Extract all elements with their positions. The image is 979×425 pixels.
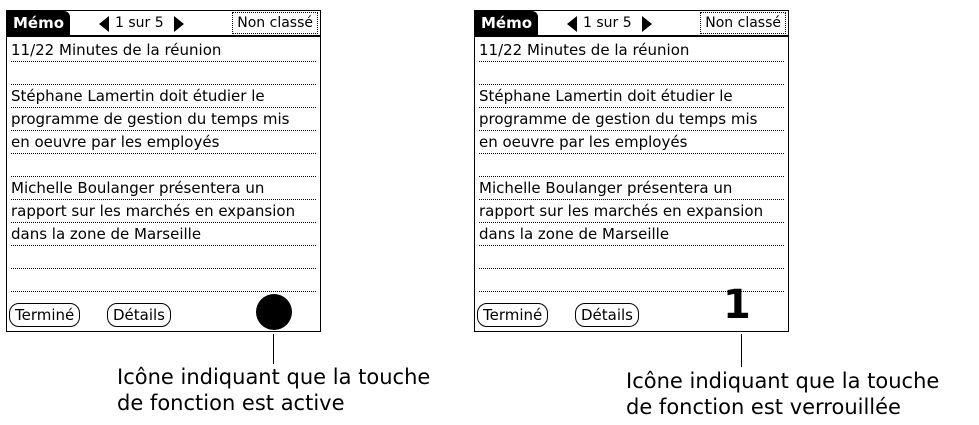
memo-line: Stéphane Lamertin doit étudier le xyxy=(479,85,784,108)
memo-line xyxy=(479,62,784,85)
memo-line: en oeuvre par les employés xyxy=(11,131,316,154)
title-bar xyxy=(7,11,320,37)
category-selector[interactable]: Non classé xyxy=(232,12,318,34)
details-button[interactable]: Détails xyxy=(107,303,171,327)
memo-screen-function-locked xyxy=(474,10,789,332)
memo-screen-function-active xyxy=(6,10,321,332)
previous-arrow-icon[interactable] xyxy=(567,16,577,32)
app-title-tab[interactable]: Mémo xyxy=(7,11,70,35)
memo-line: rapport sur les marchés en expansion xyxy=(479,200,784,223)
done-button[interactable]: Terminé xyxy=(9,303,80,327)
callout-line-right xyxy=(741,334,742,367)
memo-line: programme de gestion du temps mis xyxy=(479,108,784,131)
function-locked-indicator: 1 xyxy=(723,282,751,328)
memo-line xyxy=(11,269,316,292)
title-bar xyxy=(475,11,788,37)
function-active-indicator-icon xyxy=(256,294,292,330)
memo-line xyxy=(479,246,784,269)
memo-line: Stéphane Lamertin doit étudier le xyxy=(11,85,316,108)
page-counter: 1 sur 5 xyxy=(115,15,164,31)
caption-left-line-1: Icône indiquant que la touche xyxy=(117,365,431,389)
memo-line: rapport sur les marchés en expansion xyxy=(11,200,316,223)
caption-right xyxy=(626,368,939,420)
done-button[interactable]: Terminé xyxy=(477,303,548,327)
memo-line: dans la zone de Marseille xyxy=(11,223,316,246)
callout-line-left xyxy=(273,334,274,364)
memo-text-area[interactable] xyxy=(479,39,784,292)
caption-right-line-2: de fonction est verrouillée xyxy=(626,395,901,419)
details-button[interactable]: Détails xyxy=(575,303,639,327)
next-arrow-icon[interactable] xyxy=(174,16,184,32)
memo-line xyxy=(11,62,316,85)
category-selector[interactable]: Non classé xyxy=(700,12,786,34)
memo-line xyxy=(479,154,784,177)
previous-arrow-icon[interactable] xyxy=(99,16,109,32)
caption-left xyxy=(117,364,430,416)
memo-line: 11/22 Minutes de la réunion xyxy=(479,39,784,62)
caption-left-line-2: de fonction est active xyxy=(117,391,345,415)
app-title-tab[interactable]: Mémo xyxy=(475,11,538,35)
memo-line: en oeuvre par les employés xyxy=(479,131,784,154)
memo-line xyxy=(11,246,316,269)
memo-line: dans la zone de Marseille xyxy=(479,223,784,246)
memo-text-area[interactable] xyxy=(11,39,316,292)
memo-line: Michelle Boulanger présentera un xyxy=(479,177,784,200)
memo-line: Michelle Boulanger présentera un xyxy=(11,177,316,200)
memo-line xyxy=(11,154,316,177)
memo-line: programme de gestion du temps mis xyxy=(11,108,316,131)
page-counter: 1 sur 5 xyxy=(583,15,632,31)
caption-right-line-1: Icône indiquant que la touche xyxy=(626,369,940,393)
next-arrow-icon[interactable] xyxy=(642,16,652,32)
memo-line: 11/22 Minutes de la réunion xyxy=(11,39,316,62)
